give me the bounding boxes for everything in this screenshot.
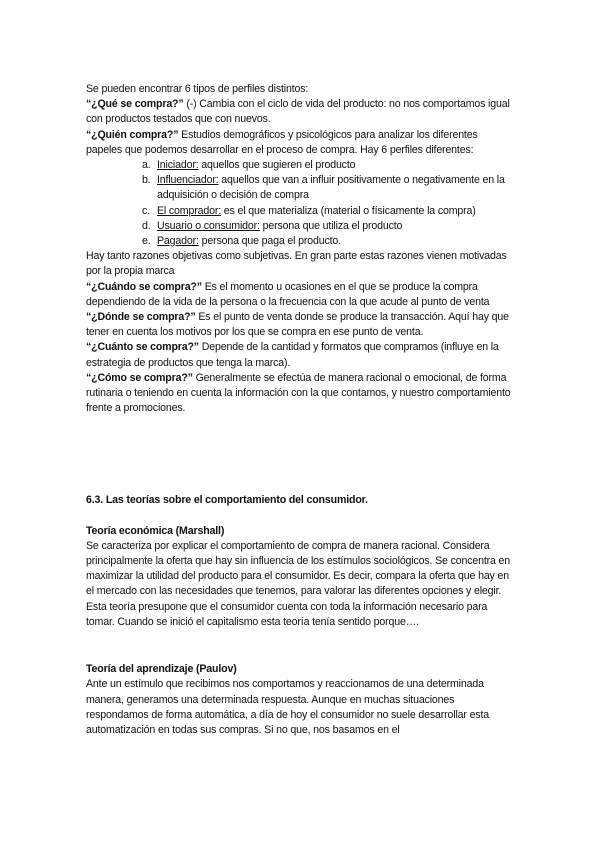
role-description: persona que utiliza el producto xyxy=(259,219,403,232)
razones-paragraph: Hay tanto razones objetivas como subjetivas. En gran parte estas razones vienen motivadas por la propia marca xyxy=(86,250,507,278)
cuando-se-compra-question: “¿Cuándo se compra?” xyxy=(86,280,202,293)
como-se-compra-paragraph xyxy=(86,371,516,417)
quien-compra-question: “¿Quién compra?” xyxy=(86,128,179,141)
cuando-se-compra-paragraph xyxy=(86,280,516,310)
list-marker: d. xyxy=(142,219,151,232)
role-description: aquellos que van a influir positivamente o negativamente en la adquisición o decisión de compra xyxy=(157,174,505,202)
role-description: persona que paga el producto. xyxy=(198,235,341,248)
que-se-compra-text: (-) Cambia con el ciclo de vida del producto: no nos comportamos igual con productos testados que con nuevos. xyxy=(86,98,510,126)
list-marker: c. xyxy=(142,204,150,217)
cuanto-se-compra-paragraph xyxy=(86,340,516,370)
cuando-se-compra-text: Es el momento u ocasiones en el que se produce la compra dependiendo de la vida de la persona o la frecuencia con la que acude al punto de venta xyxy=(86,280,490,308)
que-se-compra-paragraph xyxy=(86,97,516,127)
document-body xyxy=(86,82,516,738)
list-marker: b. xyxy=(142,174,151,187)
donde-se-compra-text: Es el punto de venta donde se produce la transacción. Aquí hay que tener en cuenta los motivos por los que se compra en ese punto de venta. xyxy=(86,311,509,339)
buyer-roles-list xyxy=(86,158,516,249)
role-description: es el que materializa (material o físicamente la compra) xyxy=(221,204,476,217)
section-heading: 6.3. Las teorías sobre el comportamiento del consumidor. xyxy=(86,494,368,507)
donde-se-compra-paragraph xyxy=(86,310,516,340)
como-se-compra-question: “¿Cómo se compra?” xyxy=(86,371,193,384)
donde-se-compra-question: “¿Dónde se compra?” xyxy=(86,311,196,324)
cuanto-se-compra-text: Depende de la cantidad y formatos que compramos (influye en la estrategia de productos que tenga la marca). xyxy=(86,341,499,369)
learning-theory-heading: Teoría del aprendizaje (Paulov) xyxy=(86,663,237,676)
role-term: Iniciador: xyxy=(157,159,199,172)
learning-theory-paragraph: Ante un estímulo que recibimos nos comportamos y reaccionamos de una determinada manera, generamos una determinada respuesta. Aunque en muchas situaciones respondamos de forma automática, a día de hoy el consumidor no suele desarrollar esta automatización en todas sus compras. Si no que, nos basamos en el xyxy=(86,678,489,736)
role-description: aquellos que sugieren el producto xyxy=(198,159,356,172)
quien-compra-text: Estudios demográficos y psicológicos para analizar los diferentes papeles que podemos desarrollar en el proceso de compra. Hay 6 perfiles diferentes: xyxy=(86,128,478,156)
list-item xyxy=(86,158,516,173)
como-se-compra-text: Generalmente se efectúa de manera racional o emocional, de forma rutinaria o teniendo en cuenta la información con la que contamos, y nuestro comportamiento frente a promociones. xyxy=(86,371,511,415)
list-item xyxy=(86,173,516,203)
economic-theory-heading: Teoría económica (Marshall) xyxy=(86,524,225,537)
que-se-compra-question: “¿Qué se compra?” xyxy=(86,98,184,111)
role-term: El comprador: xyxy=(157,204,221,217)
list-marker: e. xyxy=(142,235,151,248)
intro-paragraph: Se pueden encontrar 6 tipos de perfiles distintos: xyxy=(86,83,309,95)
list-item xyxy=(86,219,516,234)
list-item xyxy=(86,204,516,219)
role-term: Usuario o consumidor: xyxy=(157,219,260,232)
list-item xyxy=(86,234,516,249)
quien-compra-paragraph xyxy=(86,128,516,158)
cuanto-se-compra-question: “¿Cuánto se compra?” xyxy=(86,341,199,354)
economic-theory-paragraph: Se caracteriza por explicar el comportamiento de compra de manera racional. Considera principalmente la oferta que hay sin influencia de los estímulos sociológicos. Se concentra en maximizar la utilidad del producto para el consumidor. Es decir, compara la oferta que hay en el mercado con las necesidades que tenemos, para valorar las diferentes opciones y elegir. Esta teoría presupone que el consumidor cuenta con toda la información necesario para tomar. Cuando se inició el capitalismo esta teoría tenía sentido porque…. xyxy=(86,539,511,628)
list-marker: a. xyxy=(142,159,151,172)
role-term: Influenciador: xyxy=(157,174,219,187)
role-term: Pagador: xyxy=(157,235,199,248)
